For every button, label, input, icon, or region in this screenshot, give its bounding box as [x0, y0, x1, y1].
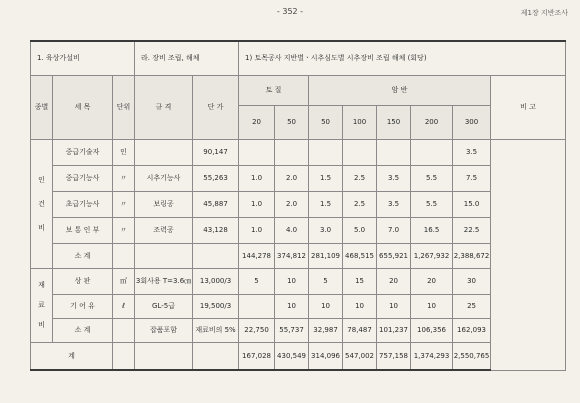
row-value: 3.5 — [377, 165, 411, 191]
page-number: - 352 - — [276, 7, 304, 16]
row-item: 상 판 — [53, 268, 113, 294]
row-unit: 인 — [113, 139, 135, 165]
row-value: 5.0 — [343, 217, 377, 243]
row-price: 재료비의 5% — [193, 318, 239, 342]
total-value: 1,374,293 — [411, 342, 453, 370]
total-value: 167,028 — [239, 342, 275, 370]
row-value — [411, 139, 453, 165]
depth-header: 50 — [309, 105, 343, 139]
row-value: 1.5 — [309, 191, 343, 217]
header-spec: 규 격 — [135, 75, 193, 139]
labor-subtotal-row — [31, 243, 566, 268]
chapter-label: 제1장 지반조사 — [520, 9, 568, 17]
row-unit: ℓ — [113, 294, 135, 318]
row-unit: 〃 — [113, 217, 135, 243]
row-item: 초급기능사 — [53, 191, 113, 217]
subtotal-value: 144,278 — [239, 243, 275, 268]
header-row-1 — [31, 75, 566, 105]
row-value — [377, 139, 411, 165]
row-unit: ㎡ — [113, 268, 135, 294]
labor-group-label: 인 건 비 — [31, 139, 53, 268]
row-value: 20 — [377, 268, 411, 294]
table-row — [31, 191, 566, 217]
row-value: 10 — [343, 294, 377, 318]
row-value: 7.5 — [453, 165, 491, 191]
subtotal-value: 22,750 — [239, 318, 275, 342]
row-item: 소 계 — [53, 243, 113, 268]
row-value: 1.0 — [239, 165, 275, 191]
header-category: 종별 — [31, 75, 53, 139]
row-spec — [135, 139, 193, 165]
row-spec: GL-5급 — [135, 294, 193, 318]
subtotal-value: 162,093 — [453, 318, 491, 342]
grand-total-label: 계 — [31, 342, 113, 370]
row-spec: 조력공 — [135, 217, 193, 243]
row-value — [309, 139, 343, 165]
row-value — [239, 294, 275, 318]
subtotal-value: 55,737 — [275, 318, 309, 342]
row-value: 2.0 — [275, 165, 309, 191]
row-value: 2.5 — [343, 165, 377, 191]
row-value: 7.0 — [377, 217, 411, 243]
subtotal-value: 78,487 — [343, 318, 377, 342]
row-value: 10 — [377, 294, 411, 318]
subtotal-value: 655,921 — [377, 243, 411, 268]
subtotal-value: 1,267,932 — [411, 243, 453, 268]
row-value: 22.5 — [453, 217, 491, 243]
row-spec: 잡품포함 — [135, 318, 193, 342]
title-middle: 라. 장비 조립, 해체 — [135, 41, 239, 75]
row-value: 2.5 — [343, 191, 377, 217]
row-item: 소 계 — [53, 318, 113, 342]
depth-header: 100 — [343, 105, 377, 139]
row-value: 5.5 — [411, 165, 453, 191]
title-right: 1) 토목공사 지반별ㆍ시추심도별 시추장비 조립 해체 (회당) — [239, 41, 566, 75]
material-subtotal-row — [31, 318, 566, 342]
row-value: 3.5 — [377, 191, 411, 217]
row-price: 13,000/3 — [193, 268, 239, 294]
row-value: 10 — [309, 294, 343, 318]
row-price: 90,147 — [193, 139, 239, 165]
row-value — [239, 139, 275, 165]
subtotal-value: 32,987 — [309, 318, 343, 342]
row-item: 중급기술자 — [53, 139, 113, 165]
row-value: 3.0 — [309, 217, 343, 243]
row-unit: 〃 — [113, 191, 135, 217]
row-value: 20 — [411, 268, 453, 294]
row-value: 15.0 — [453, 191, 491, 217]
row-value — [275, 139, 309, 165]
header-item: 세 목 — [53, 75, 113, 139]
row-value: 10 — [275, 268, 309, 294]
row-price: 45,887 — [193, 191, 239, 217]
equipment-cost-table — [30, 40, 566, 371]
table-row — [31, 139, 566, 165]
table-row — [31, 268, 566, 294]
total-value: 430,549 — [275, 342, 309, 370]
row-value: 2.0 — [275, 191, 309, 217]
subtotal-value: 106,356 — [411, 318, 453, 342]
row-spec: 보링공 — [135, 191, 193, 217]
row-spec: 시추기능사 — [135, 165, 193, 191]
subtotal-value: 2,388,672 — [453, 243, 491, 268]
material-group-label: 재 료 비 — [31, 268, 53, 342]
subtotal-value: 101,237 — [377, 318, 411, 342]
row-price: 55,263 — [193, 165, 239, 191]
table-row — [31, 217, 566, 243]
row-value: 30 — [453, 268, 491, 294]
subtotal-value: 468,515 — [343, 243, 377, 268]
total-value: 757,158 — [377, 342, 411, 370]
table-row — [31, 294, 566, 318]
row-value: 15 — [343, 268, 377, 294]
header-unit: 단위 — [113, 75, 135, 139]
depth-header: 20 — [239, 105, 275, 139]
title-row — [31, 41, 566, 75]
row-value: 10 — [275, 294, 309, 318]
row-price: 19,500/3 — [193, 294, 239, 318]
subtotal-value: 281,109 — [309, 243, 343, 268]
row-value: 3.5 — [453, 139, 491, 165]
row-value: 1.0 — [239, 217, 275, 243]
row-value: 1.5 — [309, 165, 343, 191]
depth-header: 200 — [411, 105, 453, 139]
row-value: 10 — [411, 294, 453, 318]
grand-total-row — [31, 342, 566, 370]
row-spec: 3회사용 T=3.6㎝ — [135, 268, 193, 294]
row-value: 1.0 — [239, 191, 275, 217]
header-rock: 암 반 — [309, 75, 491, 105]
header-unit-price: 단 가 — [193, 75, 239, 139]
header-remarks: 비 고 — [491, 75, 566, 139]
depth-header: 150 — [377, 105, 411, 139]
row-item: 중급기능사 — [53, 165, 113, 191]
table-row — [31, 165, 566, 191]
total-value: 2,550,765 — [453, 342, 491, 370]
row-value: 16.5 — [411, 217, 453, 243]
depth-header: 300 — [453, 105, 491, 139]
row-value: 4.0 — [275, 217, 309, 243]
row-unit: 〃 — [113, 165, 135, 191]
remarks-cell — [491, 139, 566, 370]
total-value: 314,096 — [309, 342, 343, 370]
row-price: 43,128 — [193, 217, 239, 243]
depth-header: 50 — [275, 105, 309, 139]
row-value: 5 — [239, 268, 275, 294]
total-value: 547,002 — [343, 342, 377, 370]
title-left: 1. 육상가설비 — [31, 41, 135, 75]
row-item: 보 통 인 부 — [53, 217, 113, 243]
row-value: 5.5 — [411, 191, 453, 217]
row-item: 기 어 유 — [53, 294, 113, 318]
header-soil: 토 질 — [239, 75, 309, 105]
row-value: 25 — [453, 294, 491, 318]
row-value: 5 — [309, 268, 343, 294]
subtotal-value: 374,812 — [275, 243, 309, 268]
row-value — [343, 139, 377, 165]
